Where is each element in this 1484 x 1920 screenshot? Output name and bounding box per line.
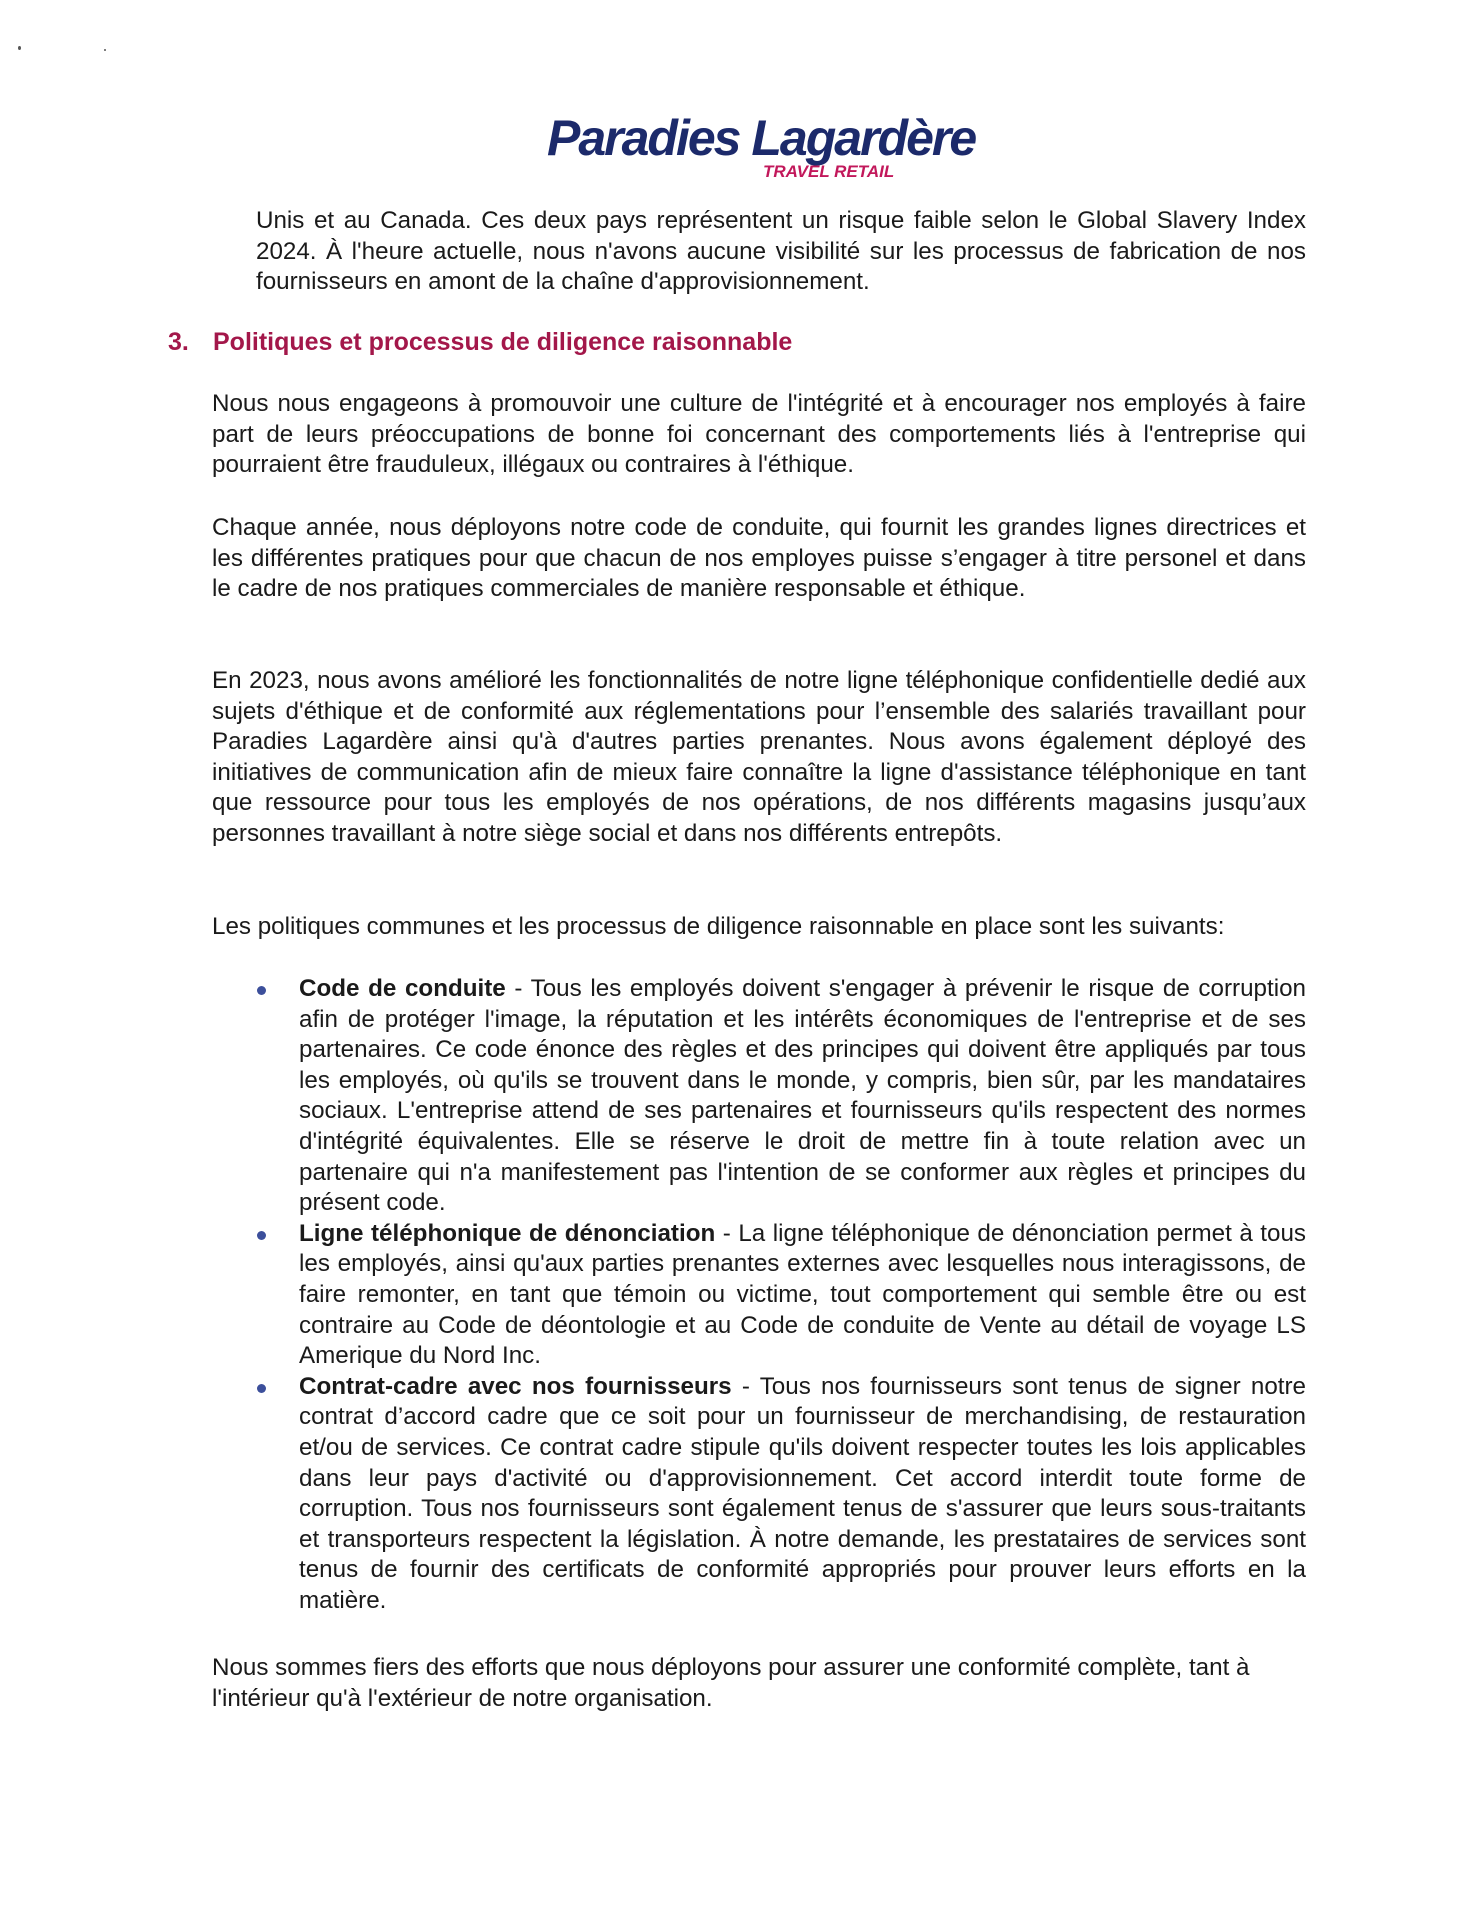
paragraph: En 2023, nous avons amélioré les fonctionnalités de notre ligne téléphonique confidentielle dedié aux sujets d'éthique et de conformité aux réglementations pour l’ensemble des salariés travaillant pour Paradies Lagardère ainsi qu'à d'autres parties prenantes. Nous avons également déployé des initiatives de communication afin de mieux faire connaître la ligne d'assistance téléphonique en tant que ressource pour tous les employés de nos opérations, de nos différents magasins jusqu’aux personnes travaillant à notre siège social et dans nos différents entrepôts.	[212, 667, 1306, 847]
policy-list	[212, 974, 1306, 1616]
logo-tagline: TRAVEL RETAIL	[763, 162, 895, 181]
list-item-title: Code de conduite	[299, 975, 506, 1002]
list-item-title: Ligne téléphonique de dénonciation	[299, 1219, 716, 1247]
bullet-icon	[257, 986, 266, 995]
bullet-icon	[257, 1384, 266, 1393]
list-item	[212, 1219, 1306, 1372]
company-logo	[547, 108, 976, 188]
list-item-title: Contrat-cadre avec nos fournisseurs	[299, 1372, 732, 1400]
list-item-text: - Tous les employés doivent s'engager à prévenir le risque de corruption afin de protéger l'image, la réputation et les intérêts économiques de l'entreprise et de ses partenaires. Ce code énonce des règles et des principes qui doivent être appliqués par tous les employés, où qu'ils se trouvent dans le monde, y compris, bien sûr, par les mandataires sociaux. L'entreprise attend de ses partenaires et fournisseurs qu'ils respectent des normes d'intégrité équivalentes. Elle se réserve le droit de mettre fin à toute relation avec un partenaire qui n'a manifestement pas l'intention de se conformer aux règles et principes du présent code.	[299, 975, 1306, 1217]
list-item	[212, 1372, 1306, 1617]
section-number: 3.	[168, 328, 189, 356]
section-heading	[168, 327, 792, 357]
logo-wordmark: Paradies Lagardère	[547, 110, 976, 166]
list-item-text: - Tous nos fournisseurs sont tenus de signer notre contrat d’accord cadre que ce soit pour un fournisseur de merchandising, de restauration et/ou de services. Ce contrat cadre stipule qu'ils doivent respecter toutes les lois applicables dans leur pays d'activité ou d'approvisionnement. Cet accord interdit toute forme de corruption. Tous nos fournisseurs sont également tenus de s'assurer que leurs sous-traitants et transporteurs respectent la législation. À notre demande, les prestataires de services sont tenus de fournir des certificats de conformité appropriés pour prouver leurs efforts en la matière.	[299, 1372, 1306, 1614]
bullet-icon	[257, 1231, 266, 1240]
closing-paragraph: Nous sommes fiers des efforts que nous déployons pour assurer une conformité complète, tant à l'intérieur qu'à l'extérieur de notre organisation.	[212, 1654, 1250, 1712]
scan-speck	[18, 46, 21, 50]
list-item	[212, 974, 1306, 1219]
paragraph: Nous nous engageons à promouvoir une culture de l'intégrité et à encourager nos employés à faire part de leurs préoccupations de bonne foi concernant des comportements liés à l'entreprise qui pourraient être frauduleux, illégaux ou contraires à l'éthique.	[212, 390, 1306, 479]
list-item-text: - La ligne téléphonique de dénonciation permet à tous les employés, ainsi qu'aux parties prenantes externes avec lesquelles nous interagissons, de faire remonter, en tant que témoin ou victime, tout comportement qui semble être ou est contraire au Code de déontologie et au Code de conduite de Vente au détail de voyage LS Amerique du Nord Inc.	[299, 1219, 1306, 1370]
paragraph: Chaque année, nous déployons notre code de conduite, qui fournit les grandes lignes directrices et les différentes pratiques pour que chacun de nos employes puisse s’engager à titre personel et dans le cadre de nos pratiques commerciales de manière responsable et éthique.	[212, 514, 1306, 603]
section-title: Politiques et processus de diligence raisonnable	[213, 328, 793, 356]
paragraph: Les politiques communes et les processus de diligence raisonnable en place sont les suivants:	[212, 913, 1225, 940]
intro-paragraph: Unis et au Canada. Ces deux pays représentent un risque faible selon le Global Slavery Index 2024. À l'heure actuelle, nous n'avons aucune visibilité sur les processus de fabrication de nos fournisseurs en amont de la chaîne d'approvisionnement.	[256, 207, 1306, 296]
scan-speck	[104, 49, 106, 51]
